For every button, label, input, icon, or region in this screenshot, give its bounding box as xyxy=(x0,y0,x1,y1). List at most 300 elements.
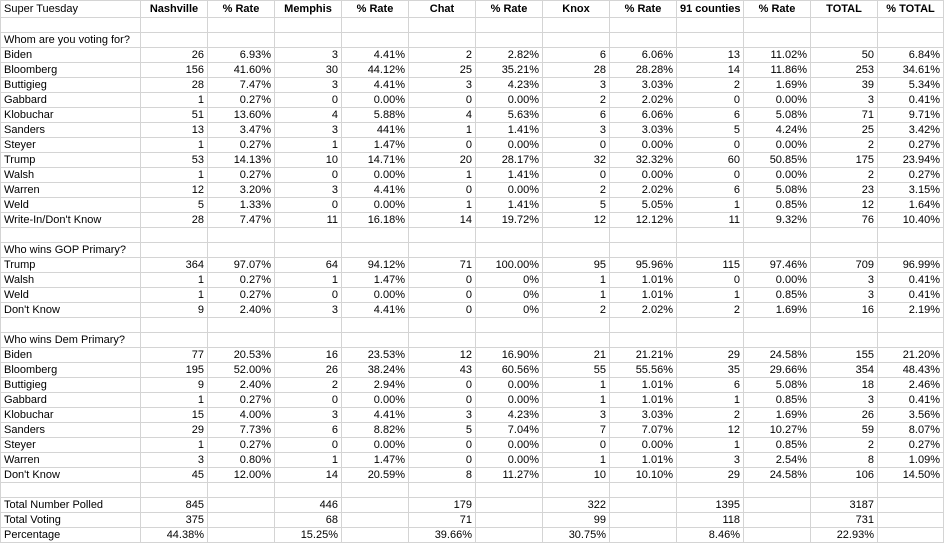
data-cell[interactable]: 2.46% xyxy=(878,378,944,393)
data-cell[interactable]: 1.01% xyxy=(610,273,677,288)
row-label-cell[interactable] xyxy=(1,18,141,33)
data-cell[interactable] xyxy=(878,483,944,498)
data-cell[interactable]: 4 xyxy=(275,108,342,123)
data-cell[interactable]: 1 xyxy=(409,198,476,213)
data-cell[interactable]: 2 xyxy=(275,378,342,393)
data-cell[interactable]: 11.27% xyxy=(476,468,543,483)
data-cell[interactable]: 0 xyxy=(275,288,342,303)
data-cell[interactable]: 14 xyxy=(275,468,342,483)
data-cell[interactable] xyxy=(610,528,677,543)
data-cell[interactable]: 60.56% xyxy=(476,363,543,378)
data-cell[interactable] xyxy=(476,33,543,48)
data-cell[interactable]: 1 xyxy=(141,273,208,288)
data-cell[interactable]: 13 xyxy=(677,48,744,63)
data-cell[interactable]: 0.00% xyxy=(342,288,409,303)
data-cell[interactable]: 23 xyxy=(811,183,878,198)
data-cell[interactable]: 48.43% xyxy=(878,363,944,378)
row-label-cell[interactable]: Biden xyxy=(1,48,141,63)
data-cell[interactable]: 1.64% xyxy=(878,198,944,213)
data-cell[interactable]: 0 xyxy=(409,183,476,198)
data-cell[interactable] xyxy=(811,33,878,48)
data-cell[interactable]: 9.71% xyxy=(878,108,944,123)
data-cell[interactable]: 2 xyxy=(811,438,878,453)
data-cell[interactable]: 3 xyxy=(275,48,342,63)
data-cell[interactable] xyxy=(744,33,811,48)
data-cell[interactable]: 12 xyxy=(409,348,476,363)
data-cell[interactable]: 16.90% xyxy=(476,348,543,363)
column-header-cell[interactable]: 91 counties xyxy=(677,1,744,18)
data-cell[interactable]: 1.01% xyxy=(610,393,677,408)
data-cell[interactable] xyxy=(141,243,208,258)
data-cell[interactable]: 32.32% xyxy=(610,153,677,168)
data-cell[interactable] xyxy=(811,318,878,333)
data-cell[interactable]: 6.84% xyxy=(878,48,944,63)
data-cell[interactable]: 3187 xyxy=(811,498,878,513)
data-cell[interactable]: 14.50% xyxy=(878,468,944,483)
data-cell[interactable]: 2 xyxy=(677,408,744,423)
data-cell[interactable]: 11.02% xyxy=(744,48,811,63)
data-cell[interactable]: 6.93% xyxy=(208,48,275,63)
data-cell[interactable]: 0.00% xyxy=(476,93,543,108)
data-cell[interactable] xyxy=(275,333,342,348)
data-cell[interactable]: 4.41% xyxy=(342,183,409,198)
data-cell[interactable]: 0.41% xyxy=(878,93,944,108)
data-cell[interactable]: 2 xyxy=(811,138,878,153)
data-cell[interactable] xyxy=(744,513,811,528)
data-cell[interactable] xyxy=(878,528,944,543)
data-cell[interactable] xyxy=(811,228,878,243)
data-cell[interactable]: 0 xyxy=(409,93,476,108)
data-cell[interactable]: 709 xyxy=(811,258,878,273)
data-cell[interactable]: 8.82% xyxy=(342,423,409,438)
data-cell[interactable]: 7.47% xyxy=(208,78,275,93)
data-cell[interactable]: 8 xyxy=(409,468,476,483)
data-cell[interactable]: 1.41% xyxy=(476,168,543,183)
data-cell[interactable]: 0 xyxy=(409,138,476,153)
data-cell[interactable]: 0 xyxy=(275,93,342,108)
data-cell[interactable]: 2.02% xyxy=(610,93,677,108)
data-cell[interactable]: 0.00% xyxy=(610,438,677,453)
data-cell[interactable]: 106 xyxy=(811,468,878,483)
data-cell[interactable]: 0 xyxy=(409,438,476,453)
data-cell[interactable]: 14.13% xyxy=(208,153,275,168)
data-cell[interactable]: 0 xyxy=(409,303,476,318)
data-cell[interactable]: 21.20% xyxy=(878,348,944,363)
row-label-cell[interactable]: Biden xyxy=(1,348,141,363)
data-cell[interactable]: 2 xyxy=(811,168,878,183)
data-cell[interactable]: 4 xyxy=(409,108,476,123)
data-cell[interactable]: 0 xyxy=(677,138,744,153)
data-cell[interactable] xyxy=(610,228,677,243)
data-cell[interactable]: 0.27% xyxy=(208,393,275,408)
data-cell[interactable]: 179 xyxy=(409,498,476,513)
data-cell[interactable]: 1.33% xyxy=(208,198,275,213)
data-cell[interactable]: 0% xyxy=(476,273,543,288)
row-label-cell[interactable]: Sanders xyxy=(1,423,141,438)
data-cell[interactable]: 4.23% xyxy=(476,78,543,93)
data-cell[interactable] xyxy=(208,513,275,528)
data-cell[interactable]: 71 xyxy=(409,513,476,528)
data-cell[interactable]: 1.09% xyxy=(878,453,944,468)
data-cell[interactable]: 25 xyxy=(811,123,878,138)
row-label-cell[interactable]: Warren xyxy=(1,453,141,468)
data-cell[interactable]: 13 xyxy=(141,123,208,138)
data-cell[interactable]: 44.12% xyxy=(342,63,409,78)
data-cell[interactable]: 0.00% xyxy=(476,438,543,453)
data-cell[interactable]: 155 xyxy=(811,348,878,363)
data-cell[interactable]: 50.85% xyxy=(744,153,811,168)
row-label-cell[interactable] xyxy=(1,318,141,333)
data-cell[interactable]: 3.56% xyxy=(878,408,944,423)
data-cell[interactable]: 2 xyxy=(543,303,610,318)
data-cell[interactable]: 39 xyxy=(811,78,878,93)
data-cell[interactable]: 97.46% xyxy=(744,258,811,273)
data-cell[interactable]: 115 xyxy=(677,258,744,273)
row-label-cell[interactable]: Total Voting xyxy=(1,513,141,528)
data-cell[interactable] xyxy=(610,318,677,333)
data-cell[interactable]: 1 xyxy=(275,453,342,468)
data-cell[interactable]: 1 xyxy=(275,273,342,288)
data-cell[interactable]: 41.60% xyxy=(208,63,275,78)
data-cell[interactable]: 26 xyxy=(811,408,878,423)
data-cell[interactable]: 3.15% xyxy=(878,183,944,198)
data-cell[interactable]: 16 xyxy=(275,348,342,363)
data-cell[interactable]: 354 xyxy=(811,363,878,378)
data-cell[interactable] xyxy=(208,318,275,333)
data-cell[interactable]: 195 xyxy=(141,363,208,378)
data-cell[interactable]: 3.42% xyxy=(878,123,944,138)
data-cell[interactable] xyxy=(476,483,543,498)
data-cell[interactable]: 35.21% xyxy=(476,63,543,78)
data-cell[interactable]: 55.56% xyxy=(610,363,677,378)
data-cell[interactable] xyxy=(878,498,944,513)
data-cell[interactable]: 118 xyxy=(677,513,744,528)
row-label-cell[interactable]: Who wins GOP Primary? xyxy=(1,243,141,258)
data-cell[interactable] xyxy=(878,33,944,48)
data-cell[interactable]: 0.41% xyxy=(878,273,944,288)
data-cell[interactable] xyxy=(543,243,610,258)
data-cell[interactable] xyxy=(610,513,677,528)
data-cell[interactable] xyxy=(811,18,878,33)
row-label-cell[interactable]: Total Number Polled xyxy=(1,498,141,513)
data-cell[interactable]: 0 xyxy=(543,168,610,183)
data-cell[interactable] xyxy=(610,498,677,513)
data-cell[interactable]: 0.00% xyxy=(744,168,811,183)
data-cell[interactable]: 0.80% xyxy=(208,453,275,468)
data-cell[interactable]: 1 xyxy=(275,138,342,153)
data-cell[interactable]: 14 xyxy=(409,213,476,228)
data-cell[interactable]: 64 xyxy=(275,258,342,273)
data-cell[interactable]: 77 xyxy=(141,348,208,363)
data-cell[interactable]: 2 xyxy=(677,303,744,318)
data-cell[interactable]: 1.69% xyxy=(744,78,811,93)
data-cell[interactable]: 1 xyxy=(677,288,744,303)
row-label-cell[interactable]: Gabbard xyxy=(1,93,141,108)
data-cell[interactable]: 2.40% xyxy=(208,303,275,318)
row-label-cell[interactable]: Buttigieg xyxy=(1,78,141,93)
data-cell[interactable]: 0.00% xyxy=(476,138,543,153)
data-cell[interactable] xyxy=(476,498,543,513)
data-cell[interactable]: 24.58% xyxy=(744,468,811,483)
data-cell[interactable] xyxy=(476,243,543,258)
data-cell[interactable]: 10 xyxy=(543,468,610,483)
data-cell[interactable]: 1.01% xyxy=(610,288,677,303)
data-cell[interactable] xyxy=(141,318,208,333)
data-cell[interactable]: 3 xyxy=(811,273,878,288)
data-cell[interactable] xyxy=(610,33,677,48)
data-cell[interactable]: 14.71% xyxy=(342,153,409,168)
data-cell[interactable]: 2.82% xyxy=(476,48,543,63)
data-cell[interactable]: 364 xyxy=(141,258,208,273)
data-cell[interactable] xyxy=(476,513,543,528)
data-cell[interactable]: 5.05% xyxy=(610,198,677,213)
data-cell[interactable]: 44.38% xyxy=(141,528,208,543)
data-cell[interactable]: 29.66% xyxy=(744,363,811,378)
data-cell[interactable]: 1395 xyxy=(677,498,744,513)
data-cell[interactable]: 3 xyxy=(811,393,878,408)
data-cell[interactable]: 10 xyxy=(275,153,342,168)
data-cell[interactable]: 1 xyxy=(677,438,744,453)
data-cell[interactable]: 731 xyxy=(811,513,878,528)
row-label-cell[interactable]: Steyer xyxy=(1,138,141,153)
data-cell[interactable]: 26 xyxy=(275,363,342,378)
data-cell[interactable] xyxy=(141,18,208,33)
data-cell[interactable]: 4.41% xyxy=(342,78,409,93)
column-header-cell[interactable]: % TOTAL xyxy=(878,1,944,18)
data-cell[interactable]: 3 xyxy=(811,93,878,108)
data-cell[interactable]: 375 xyxy=(141,513,208,528)
data-cell[interactable]: 4.41% xyxy=(342,408,409,423)
data-cell[interactable]: 3 xyxy=(409,408,476,423)
data-cell[interactable]: 6 xyxy=(677,183,744,198)
data-cell[interactable]: 21 xyxy=(543,348,610,363)
data-cell[interactable] xyxy=(342,513,409,528)
data-cell[interactable]: 3 xyxy=(275,123,342,138)
data-cell[interactable]: 0.27% xyxy=(208,93,275,108)
row-label-cell[interactable]: Gabbard xyxy=(1,393,141,408)
data-cell[interactable]: 3 xyxy=(409,78,476,93)
data-cell[interactable]: 0.85% xyxy=(744,393,811,408)
data-cell[interactable]: 21.21% xyxy=(610,348,677,363)
data-cell[interactable]: 0 xyxy=(409,393,476,408)
column-header-cell[interactable]: % Rate xyxy=(610,1,677,18)
data-cell[interactable]: 4.41% xyxy=(342,303,409,318)
data-cell[interactable]: 2.94% xyxy=(342,378,409,393)
data-cell[interactable] xyxy=(208,33,275,48)
data-cell[interactable]: 7.73% xyxy=(208,423,275,438)
data-cell[interactable]: 26 xyxy=(141,48,208,63)
data-cell[interactable]: 94.12% xyxy=(342,258,409,273)
data-cell[interactable]: 1 xyxy=(543,393,610,408)
data-cell[interactable] xyxy=(610,333,677,348)
data-cell[interactable] xyxy=(677,18,744,33)
data-cell[interactable]: 95 xyxy=(543,258,610,273)
data-cell[interactable]: 32 xyxy=(543,153,610,168)
data-cell[interactable]: 4.41% xyxy=(342,48,409,63)
data-cell[interactable]: 6 xyxy=(677,108,744,123)
data-cell[interactable]: 18 xyxy=(811,378,878,393)
data-cell[interactable]: 5 xyxy=(543,198,610,213)
data-cell[interactable] xyxy=(275,228,342,243)
data-cell[interactable]: 50 xyxy=(811,48,878,63)
data-cell[interactable]: 20 xyxy=(409,153,476,168)
data-cell[interactable]: 1.01% xyxy=(610,453,677,468)
data-cell[interactable] xyxy=(208,483,275,498)
data-cell[interactable]: 6 xyxy=(543,108,610,123)
sheet-title-cell[interactable]: Super Tuesday xyxy=(1,1,141,18)
data-cell[interactable]: 5.34% xyxy=(878,78,944,93)
data-cell[interactable]: 15.25% xyxy=(275,528,342,543)
data-cell[interactable]: 446 xyxy=(275,498,342,513)
data-cell[interactable] xyxy=(677,33,744,48)
data-cell[interactable] xyxy=(409,33,476,48)
data-cell[interactable]: 2.02% xyxy=(610,303,677,318)
data-cell[interactable] xyxy=(476,333,543,348)
data-cell[interactable]: 4.23% xyxy=(476,408,543,423)
data-cell[interactable]: 71 xyxy=(409,258,476,273)
data-cell[interactable]: 29 xyxy=(677,468,744,483)
data-cell[interactable]: 1 xyxy=(141,138,208,153)
data-cell[interactable] xyxy=(409,18,476,33)
data-cell[interactable]: 97.07% xyxy=(208,258,275,273)
data-cell[interactable]: 45 xyxy=(141,468,208,483)
data-cell[interactable]: 0.85% xyxy=(744,198,811,213)
data-cell[interactable]: 96.99% xyxy=(878,258,944,273)
data-cell[interactable] xyxy=(208,498,275,513)
data-cell[interactable]: 5.08% xyxy=(744,378,811,393)
data-cell[interactable]: 0.00% xyxy=(476,393,543,408)
data-cell[interactable] xyxy=(878,333,944,348)
data-cell[interactable] xyxy=(208,528,275,543)
data-cell[interactable] xyxy=(275,483,342,498)
data-cell[interactable] xyxy=(275,18,342,33)
data-cell[interactable]: 0.27% xyxy=(208,288,275,303)
data-cell[interactable]: 1 xyxy=(677,198,744,213)
data-cell[interactable]: 1.69% xyxy=(744,303,811,318)
data-cell[interactable]: 7.04% xyxy=(476,423,543,438)
data-cell[interactable]: 0.41% xyxy=(878,393,944,408)
data-cell[interactable]: 0 xyxy=(409,378,476,393)
data-cell[interactable] xyxy=(543,18,610,33)
data-cell[interactable]: 1 xyxy=(141,438,208,453)
data-cell[interactable]: 11.86% xyxy=(744,63,811,78)
data-cell[interactable]: 0 xyxy=(275,168,342,183)
data-cell[interactable] xyxy=(342,483,409,498)
data-cell[interactable]: 0.00% xyxy=(744,93,811,108)
data-cell[interactable]: 7.47% xyxy=(208,213,275,228)
data-cell[interactable]: 5.08% xyxy=(744,108,811,123)
data-cell[interactable]: 99 xyxy=(543,513,610,528)
data-cell[interactable]: 3 xyxy=(543,123,610,138)
data-cell[interactable]: 52.00% xyxy=(208,363,275,378)
data-cell[interactable]: 1 xyxy=(543,288,610,303)
data-cell[interactable]: 8.07% xyxy=(878,423,944,438)
data-cell[interactable]: 1 xyxy=(141,393,208,408)
data-cell[interactable]: 39.66% xyxy=(409,528,476,543)
data-cell[interactable]: 3 xyxy=(543,78,610,93)
data-cell[interactable]: 3.03% xyxy=(610,123,677,138)
data-cell[interactable]: 5.88% xyxy=(342,108,409,123)
data-cell[interactable] xyxy=(342,528,409,543)
data-cell[interactable]: 10.27% xyxy=(744,423,811,438)
row-label-cell[interactable]: Trump xyxy=(1,153,141,168)
data-cell[interactable]: 16 xyxy=(811,303,878,318)
data-cell[interactable]: 20.59% xyxy=(342,468,409,483)
data-cell[interactable] xyxy=(878,513,944,528)
data-cell[interactable] xyxy=(677,318,744,333)
data-cell[interactable] xyxy=(811,483,878,498)
data-cell[interactable]: 3 xyxy=(275,183,342,198)
data-cell[interactable]: 11 xyxy=(677,213,744,228)
data-cell[interactable]: 0.00% xyxy=(476,453,543,468)
data-cell[interactable] xyxy=(543,33,610,48)
data-cell[interactable]: 0 xyxy=(409,453,476,468)
data-cell[interactable]: 1 xyxy=(543,378,610,393)
row-label-cell[interactable]: Warren xyxy=(1,183,141,198)
data-cell[interactable]: 0.27% xyxy=(208,273,275,288)
data-cell[interactable]: 1 xyxy=(141,93,208,108)
data-cell[interactable]: 25 xyxy=(409,63,476,78)
data-cell[interactable]: 5 xyxy=(677,123,744,138)
data-cell[interactable] xyxy=(275,243,342,258)
data-cell[interactable] xyxy=(543,333,610,348)
data-cell[interactable]: 5.08% xyxy=(744,183,811,198)
data-cell[interactable]: 1.01% xyxy=(610,378,677,393)
data-cell[interactable] xyxy=(342,18,409,33)
data-cell[interactable]: 0.85% xyxy=(744,288,811,303)
data-cell[interactable]: 7 xyxy=(543,423,610,438)
column-header-cell[interactable]: % Rate xyxy=(208,1,275,18)
data-cell[interactable]: 1.41% xyxy=(476,123,543,138)
data-cell[interactable] xyxy=(409,483,476,498)
data-cell[interactable]: 9.32% xyxy=(744,213,811,228)
row-label-cell[interactable]: Percentage xyxy=(1,528,141,543)
data-cell[interactable]: 0.00% xyxy=(744,273,811,288)
data-cell[interactable] xyxy=(610,243,677,258)
data-cell[interactable]: 1.47% xyxy=(342,273,409,288)
data-cell[interactable]: 19.72% xyxy=(476,213,543,228)
data-cell[interactable] xyxy=(409,333,476,348)
data-cell[interactable]: 1 xyxy=(543,453,610,468)
data-cell[interactable]: 0.27% xyxy=(208,168,275,183)
data-cell[interactable]: 3 xyxy=(543,408,610,423)
data-cell[interactable]: 1.47% xyxy=(342,138,409,153)
data-cell[interactable]: 10.40% xyxy=(878,213,944,228)
data-cell[interactable]: 3 xyxy=(275,408,342,423)
data-cell[interactable]: 38.24% xyxy=(342,363,409,378)
data-cell[interactable] xyxy=(342,33,409,48)
data-cell[interactable]: 8.46% xyxy=(677,528,744,543)
data-cell[interactable]: 441% xyxy=(342,123,409,138)
data-cell[interactable]: 3 xyxy=(141,453,208,468)
data-cell[interactable]: 28 xyxy=(141,78,208,93)
data-cell[interactable]: 1.69% xyxy=(744,408,811,423)
data-cell[interactable] xyxy=(342,228,409,243)
data-cell[interactable]: 28.17% xyxy=(476,153,543,168)
data-cell[interactable] xyxy=(208,333,275,348)
data-cell[interactable] xyxy=(811,243,878,258)
data-cell[interactable]: 1 xyxy=(543,273,610,288)
data-cell[interactable]: 0 xyxy=(409,288,476,303)
column-header-cell[interactable]: Chat xyxy=(409,1,476,18)
data-cell[interactable]: 0.00% xyxy=(342,93,409,108)
data-cell[interactable]: 3 xyxy=(275,78,342,93)
data-cell[interactable]: 28 xyxy=(141,213,208,228)
data-cell[interactable]: 100.00% xyxy=(476,258,543,273)
data-cell[interactable]: 0.00% xyxy=(342,198,409,213)
data-cell[interactable]: 6 xyxy=(275,423,342,438)
data-cell[interactable]: 0 xyxy=(543,138,610,153)
